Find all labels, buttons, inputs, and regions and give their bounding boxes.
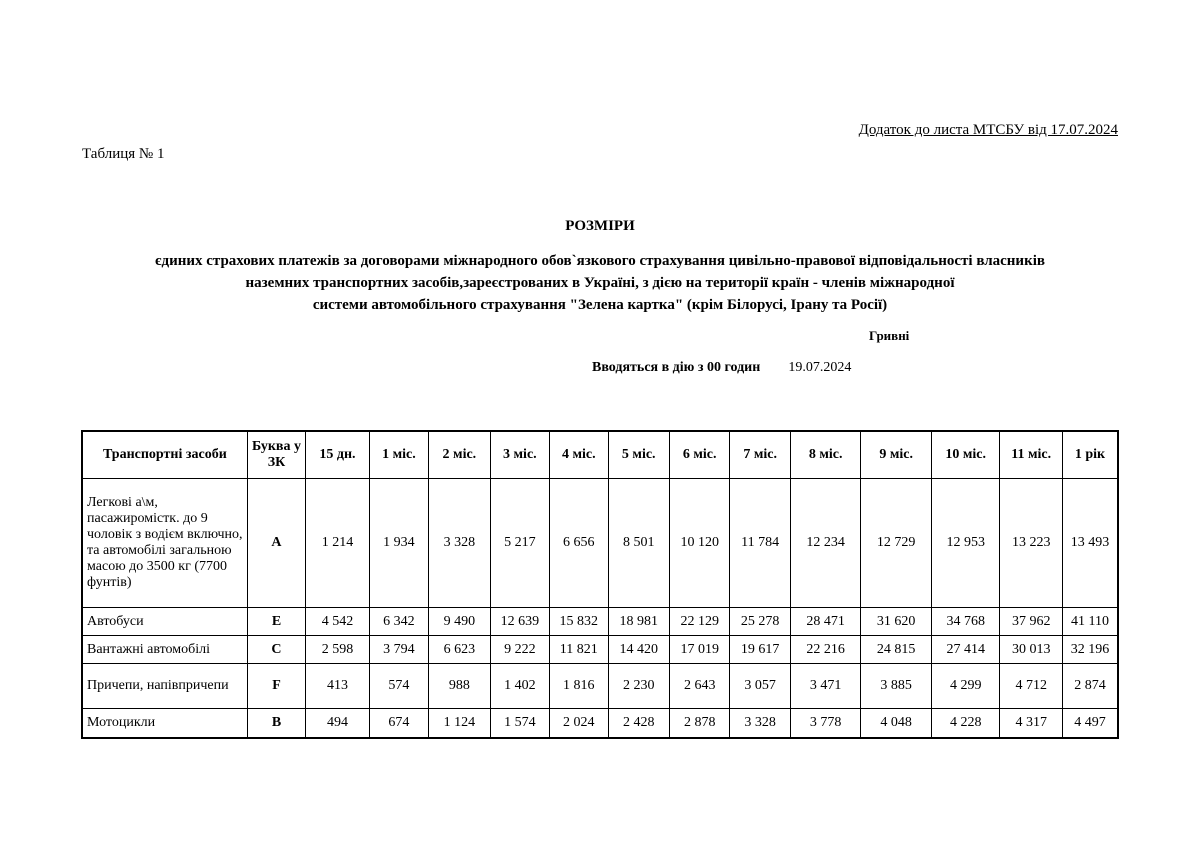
premium-cell: 1 124 [429,709,490,739]
premium-cell: 17 019 [669,636,729,664]
document-title: РОЗМІРИ [565,218,635,234]
card-letter-cell: B [247,709,305,739]
subtitle-line: системи автомобільного страхування "Зелена картка" (крім Білорусі, Ірану та Росії) [312,297,888,313]
vehicle-type-cell: Автобуси [82,608,247,636]
currency-label: Гривні [869,328,910,343]
column-header: 10 міс. [931,431,1000,479]
card-letter-cell: C [247,636,305,664]
premium-cell: 988 [429,664,490,709]
subtitle-line: наземних транспортних засобів,зареєстрованих в Україні, з дією на території країн - членів міжнародної [245,275,955,291]
premium-cell: 2 598 [306,636,369,664]
premium-cell: 12 234 [790,479,861,608]
column-header: 1 рік [1062,431,1118,479]
appendix-note: Додаток до листа МТСБУ від 17.07.2024 [858,122,1118,138]
table-row [82,664,1118,709]
premium-cell: 12 639 [490,608,549,636]
premium-cell: 3 057 [730,664,790,709]
premium-cell: 494 [306,709,369,739]
premium-cell: 574 [369,664,428,709]
premium-cell: 2 878 [669,709,729,739]
premium-cell: 1 402 [490,664,549,709]
premium-cell: 4 317 [1000,709,1062,739]
premium-cell: 1 934 [369,479,428,608]
premium-cell: 9 490 [429,608,490,636]
premium-cell: 8 501 [608,479,669,608]
premium-cell: 22 129 [669,608,729,636]
effective-date-line [592,360,851,376]
table-header-row [82,431,1118,479]
premium-cell: 10 120 [669,479,729,608]
premium-cell: 4 228 [931,709,1000,739]
premium-cell: 11 821 [550,636,608,664]
vehicle-type-cell: Вантажні автомобілі [82,636,247,664]
premium-cell: 6 656 [550,479,608,608]
premium-cell: 4 048 [861,709,932,739]
premium-cell: 3 778 [790,709,861,739]
card-letter-cell: E [247,608,305,636]
premium-cell: 3 328 [730,709,790,739]
premium-cell: 3 328 [429,479,490,608]
column-header: 8 міс. [790,431,861,479]
premium-cell: 3 885 [861,664,932,709]
premium-cell: 15 832 [550,608,608,636]
premium-cell: 14 420 [608,636,669,664]
column-header: Транспортні засоби [82,431,247,479]
premium-cell: 31 620 [861,608,932,636]
table-row [82,709,1118,739]
premium-cell: 6 623 [429,636,490,664]
premium-cell: 37 962 [1000,608,1062,636]
column-header: 11 міс. [1000,431,1062,479]
column-header: 9 міс. [861,431,932,479]
table-number: Таблиця № 1 [82,146,165,162]
column-header: 1 міс. [369,431,428,479]
premium-cell: 674 [369,709,428,739]
premium-cell: 6 342 [369,608,428,636]
premium-cell: 18 981 [608,608,669,636]
column-header: 15 дн. [306,431,369,479]
premium-cell: 13 223 [1000,479,1062,608]
premium-cell: 2 643 [669,664,729,709]
premium-cell: 12 953 [931,479,1000,608]
premium-cell: 2 874 [1062,664,1118,709]
premium-cell: 3 471 [790,664,861,709]
subtitle-line: єдиних страхових платежів за договорами міжнародного обов`язкового страхування цивільно-правової відповідальності власників [155,253,1045,269]
premium-cell: 19 617 [730,636,790,664]
premium-cell: 28 471 [790,608,861,636]
premium-cell: 5 217 [490,479,549,608]
premium-cell: 1 574 [490,709,549,739]
column-header: 7 міс. [730,431,790,479]
premium-cell: 3 794 [369,636,428,664]
table-row [82,636,1118,664]
premium-cell: 4 497 [1062,709,1118,739]
premium-cell: 32 196 [1062,636,1118,664]
column-header: 2 міс. [429,431,490,479]
premium-cell: 11 784 [730,479,790,608]
premium-cell: 9 222 [490,636,549,664]
column-header: 5 міс. [608,431,669,479]
premium-cell: 27 414 [931,636,1000,664]
premium-cell: 4 712 [1000,664,1062,709]
premium-cell: 22 216 [790,636,861,664]
premium-cell: 2 024 [550,709,608,739]
premium-cell: 413 [306,664,369,709]
column-header: Буква у ЗК [247,431,305,479]
premium-cell: 2 428 [608,709,669,739]
vehicle-type-cell: Мотоцикли [82,709,247,739]
card-letter-cell: F [247,664,305,709]
premium-cell: 2 230 [608,664,669,709]
document-subtitle [60,250,1140,316]
column-header: 3 міс. [490,431,549,479]
premium-cell: 30 013 [1000,636,1062,664]
vehicle-type-cell: Легкові а\м, пасажиромістк. до 9 чоловік з водієм включно, та автомобілі загальною масою до 3500 кг (7700 фунтів) [82,479,247,608]
table-row [82,479,1118,608]
card-letter-cell: A [247,479,305,608]
premium-cell: 34 768 [931,608,1000,636]
effective-date: 19.07.2024 [788,360,852,375]
effective-label: Вводяться в дію з 00 годин [592,360,761,375]
premium-cell: 41 110 [1062,608,1118,636]
premium-cell: 1 214 [306,479,369,608]
premium-cell: 1 816 [550,664,608,709]
premium-cell: 4 299 [931,664,1000,709]
vehicle-type-cell: Причепи, напівпричепи [82,664,247,709]
premium-cell: 4 542 [306,608,369,636]
tariff-table [81,430,1119,739]
premium-cell: 25 278 [730,608,790,636]
column-header: 4 міс. [550,431,608,479]
premium-cell: 24 815 [861,636,932,664]
premium-cell: 13 493 [1062,479,1118,608]
table-row [82,608,1118,636]
column-header: 6 міс. [669,431,729,479]
premium-cell: 12 729 [861,479,932,608]
